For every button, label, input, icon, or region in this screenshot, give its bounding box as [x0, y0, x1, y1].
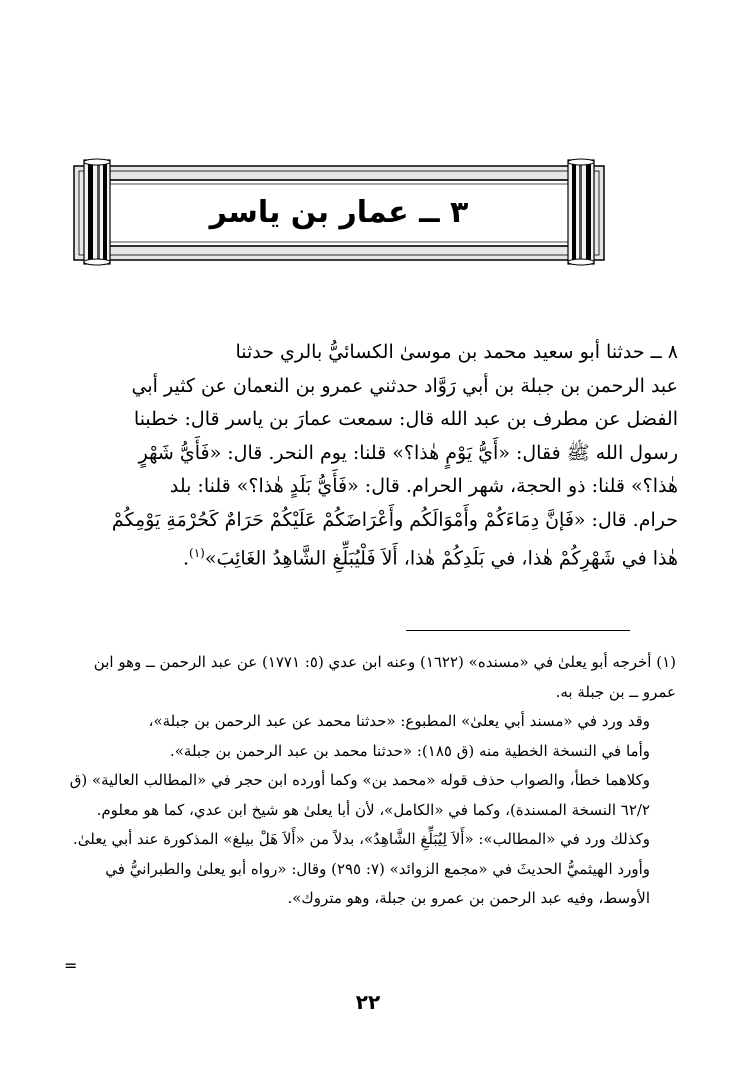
hadith-line: رسول الله ﷺ فقال: «أَيُّ يَوْمٍ هٰذا؟» قلنا: يوم النحر. قال: «فَأَيُّ شَهْرٍ — [138, 441, 678, 464]
hadith-line: هٰذا؟» قلنا: ذو الحجة، شهر الحرام. قال: «فَأَيُّ بَلَدٍ هٰذا؟» قلنا: بلد — [169, 475, 678, 497]
hadith-line: حرام. قال: «فَإنَّ دِمَاءَكُمْ وأَمْوَالَكُم وأَعْرَاضَكُمْ عَلَيْكُمْ حَرَامٌ كَحُرْمَةِ يَوْمِكُمْ — [111, 508, 678, 531]
footnotes — [60, 648, 676, 914]
continuation-mark: = — [64, 956, 78, 975]
footnote-reference: (١) — [189, 546, 205, 560]
footnote-separator — [406, 630, 630, 631]
footnote-paragraph: وكذلك ورد في «المطالب»: «أَلاَ لِيُبَلِّغِ الشَّاهِدُ»، بدلاً من «أَلاَ هَلْ بيلغ» المذكورة عند أبي يعلىٰ. — [73, 830, 650, 848]
footnote-paragraph: (١) أخرجه أبو يعلىٰ في «مسنده» (١٦٢٢) وعنه ابن عدي (٥: ١٧٧١) عن عبد الرحمن ــ وهو ابن عمرو ــ بن جبلة به. — [93, 653, 676, 701]
hadith-line: عبد الرحمن بن جبلة بن أبي رَوَّاد حدثني عمرو بن النعمان عن كثير أبي — [131, 374, 678, 397]
hadith-line: الفضل عن مطرف بن عبد الله قال: سمعت عمارَ بن ياسر قال: خطبنا — [133, 408, 678, 430]
hadith-line: ٨ ــ حدثنا أبو سعيد محمد بن موسىٰ الكسائيُّ بالري حدثنا — [235, 341, 678, 363]
footnote-paragraph: وكلاهما خطأ، والصواب حذف قوله «محمد بن» وكما أورده ابن حجر في «المطالب العالية» (ق ٦٢/٢ النسخة المسندة)، وكما في «الكامل»، لأن أبا يعلىٰ هو شيخ ابن عدي، كما هو معلوم. — [69, 771, 650, 819]
hadith-line-last: هٰذا في شَهْرِكُمْ هٰذا، في بَلَدِكُمْ هٰذا، أَلاَ فَلْيُبَلِّغِ الشَّاهِدُ الغَائِبَ»$^{(١)}$. — [182, 546, 678, 570]
footnote-paragraph: وأورد الهيثميُّ الحديثَ في «مجمع الزوائد» (٧: ٢٩٥) وقال: «رواه أبو يعلىٰ والطبرانيُّ في الأوسط، وفيه عبد الرحمن بن عمرو بن جبلة، وهو متروك». — [105, 859, 650, 907]
footnote-paragraph: وأما في النسخة الخطية منه (ق ١٨٥): «حدثنا محمد بن عبد الرحمن بن جبلة». — [169, 741, 650, 760]
right-scroll-column — [568, 159, 594, 265]
hadith-line: هٰذا في شَهْرِكُمْ هٰذا، في بَلَدِكُمْ هٰذا، أَلاَ فَلْيُبَلِّغِ الشَّاهِدُ الغَائِبَ» — [204, 547, 678, 570]
left-scroll-column — [84, 159, 110, 265]
hadith-text — [58, 336, 678, 576]
page-number: ٢٢ — [355, 990, 381, 1014]
footnote-paragraph: وقد ورد في «مسند أبي يعلىٰ» المطبوع: «حدثنا محمد عن عبد الرحمن بن جبلة»، — [148, 712, 650, 730]
chapter-title-banner — [72, 158, 606, 266]
chapter-title: ٣ ــ عمار بن ياسر — [209, 194, 469, 230]
